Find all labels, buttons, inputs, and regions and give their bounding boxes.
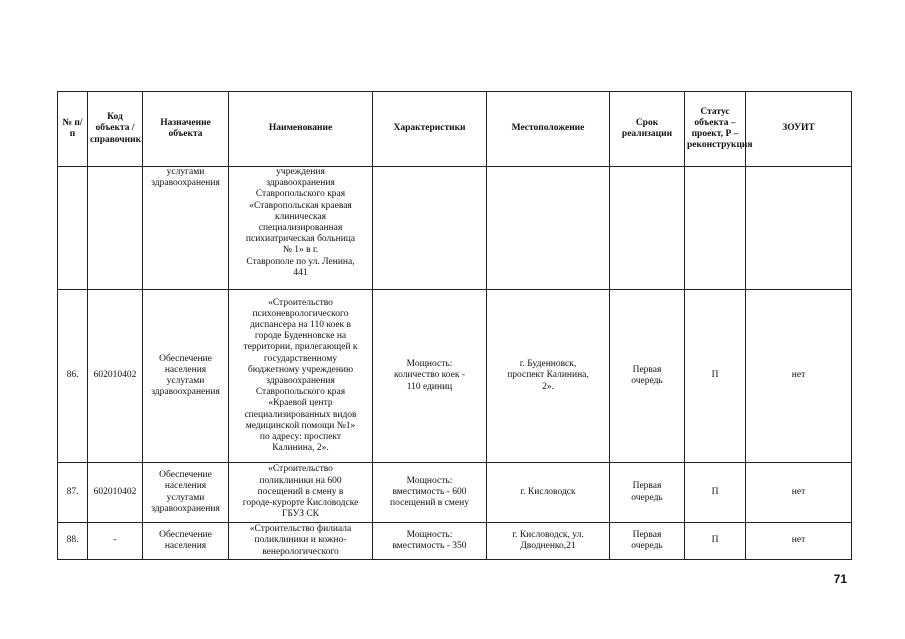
cell-location: г. Кисловодск, ул. Дводненко,21 [487, 523, 610, 560]
cell-code: 602010402 [88, 290, 143, 463]
cell-term: Первая очередь [610, 463, 685, 523]
cell-status: П [685, 290, 746, 463]
cell-status: П [685, 463, 746, 523]
header-name: Наименование [229, 92, 373, 167]
cell-status: П [685, 523, 746, 560]
objects-table [57, 91, 852, 560]
cell-num: 88. [58, 523, 88, 560]
cell-name: «Строительство поликлиники на 600 посещений в смену в городе-курорте Кисловодске ГБУЗ СК [229, 463, 373, 523]
cell-characteristics: Мощность: вместимость - 350 [373, 523, 487, 560]
header-location: Местоположение [487, 92, 610, 167]
header-status: Статус объекта – проект, Р – реконструкция [685, 92, 746, 167]
cell-status [685, 167, 746, 290]
cell-name: «Строительство филиала поликлиники и кожно- венерологического [229, 523, 373, 560]
page-number: 71 [833, 572, 847, 586]
header-term: Срок реализации [610, 92, 685, 167]
cell-code [88, 167, 143, 290]
table-row [58, 463, 852, 523]
cell-name: учреждения здравоохранения Ставропольского края «Ставропольская краевая клиническая специализированная психиатрическая больница № 1» в г. Ставрополе по ул. Ленина, 441 [229, 167, 373, 290]
cell-code: - [88, 523, 143, 560]
table-row [58, 523, 852, 560]
cell-zouit: нет [746, 463, 852, 523]
cell-term: Первая очередь [610, 523, 685, 560]
cell-purpose: Обеспечение населения [143, 523, 229, 560]
header-code: Код объекта / справочник [88, 92, 143, 167]
header-num: № п/п [58, 92, 88, 167]
cell-characteristics [373, 167, 487, 290]
cell-location: г. Кисловодск [487, 463, 610, 523]
cell-term: Первая очередь [610, 290, 685, 463]
cell-num: 87. [58, 463, 88, 523]
cell-code: 602010402 [88, 463, 143, 523]
table-row [58, 290, 852, 463]
cell-purpose: услугами здравоохранения [143, 167, 229, 290]
cell-zouit [746, 167, 852, 290]
cell-purpose: Обеспечение населения услугами здравоохранения [143, 463, 229, 523]
cell-characteristics: Мощность: количество коек - 110 единиц [373, 290, 487, 463]
cell-zouit: нет [746, 523, 852, 560]
table-row [58, 167, 852, 290]
cell-num: 86. [58, 290, 88, 463]
cell-location: г. Буденновск, проспект Калинина, 2». [487, 290, 610, 463]
cell-characteristics: Мощность: вместимость - 600 посещений в смену [373, 463, 487, 523]
header-purpose: Назначение объекта [143, 92, 229, 167]
cell-num [58, 167, 88, 290]
header-row [58, 92, 852, 167]
cell-zouit: нет [746, 290, 852, 463]
cell-name: «Строительство психоневрологического диспансера на 110 коек в городе Буденновске на территории, прилегающей к государственному бюджетному учреждению здравоохранения Ставропольского края «Краевой центр специализированных видов медицинской помощи №1» по адресу: проспект Калинина, 2». [229, 290, 373, 463]
cell-term [610, 167, 685, 290]
cell-purpose: Обеспечение населения услугами здравоохранения [143, 290, 229, 463]
cell-location [487, 167, 610, 290]
header-characteristics: Характеристики [373, 92, 487, 167]
header-zouit: ЗОУИТ [746, 92, 852, 167]
